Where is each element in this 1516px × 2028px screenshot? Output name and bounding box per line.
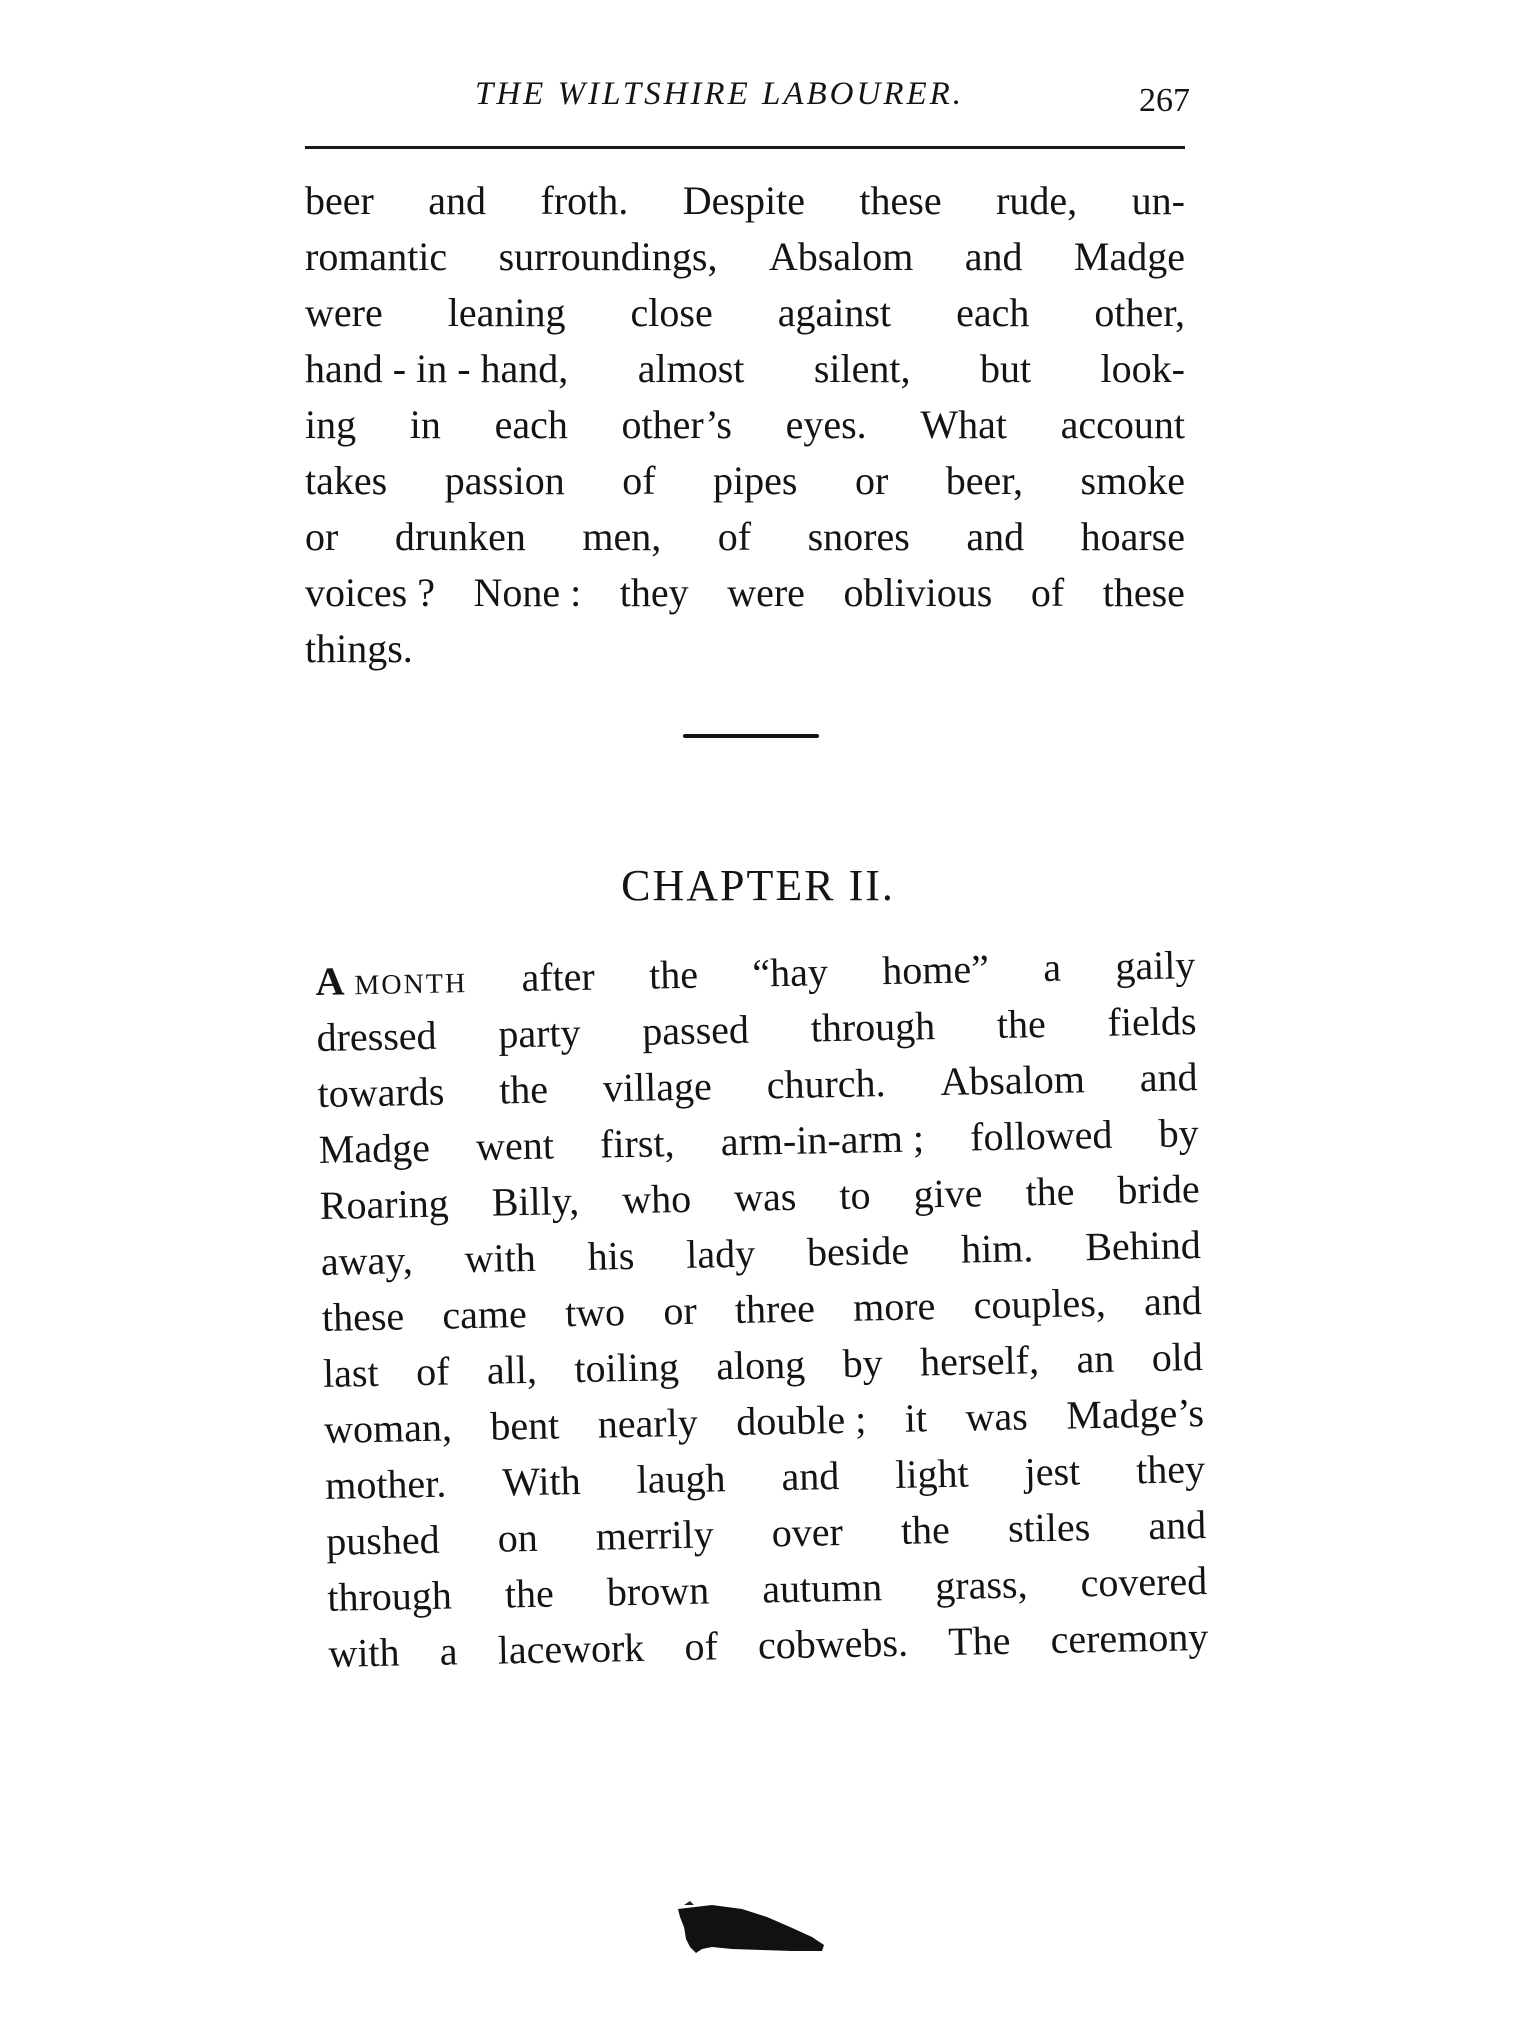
word: went (475, 1122, 555, 1169)
header-rule (305, 146, 1185, 149)
page-number: 267 (1139, 82, 1190, 119)
word: these (1102, 570, 1185, 615)
word: ceremony (1050, 1613, 1209, 1663)
word: of (622, 458, 656, 503)
word: Despite (682, 178, 805, 223)
word: laugh (636, 1455, 726, 1502)
word: beer (305, 178, 374, 223)
chapter-heading: CHAPTER II. (621, 861, 895, 910)
word: un- (1131, 178, 1185, 223)
word: with (327, 1629, 400, 1676)
word: double ; (735, 1396, 867, 1444)
word: Madge’s (1065, 1390, 1205, 1438)
word: of (684, 1623, 719, 1670)
word: Madge (318, 1124, 431, 1172)
chapter-opening-paragraph (315, 937, 1209, 1682)
word: an (1075, 1335, 1115, 1382)
word: each (494, 402, 568, 447)
word: give (913, 1170, 983, 1217)
word: and (1143, 1278, 1203, 1325)
word: passed (641, 1006, 750, 1054)
word: were (305, 290, 383, 335)
word: the (498, 1066, 549, 1113)
word: men, (582, 514, 662, 559)
running-title: THE WILTSHIRE LABOURER. (475, 76, 965, 112)
text-line (305, 453, 1185, 509)
word: takes (305, 458, 388, 503)
word: more (852, 1283, 936, 1330)
word: other’s (621, 402, 732, 447)
word: stiles (1007, 1504, 1091, 1551)
word: over (771, 1508, 844, 1556)
word: pipes (713, 458, 798, 503)
word: look- (1100, 346, 1185, 391)
word: a (1042, 944, 1062, 991)
word: of (415, 1348, 450, 1395)
ink-smudge-mark (672, 1895, 832, 1955)
word: the (996, 1000, 1047, 1047)
word: toiling (573, 1344, 680, 1392)
word: jest (1024, 1448, 1081, 1495)
word: mother. (324, 1460, 447, 1508)
word: rude, (996, 178, 1078, 223)
word: woman, (323, 1404, 453, 1452)
word: and (1147, 1502, 1207, 1549)
opening-smallcaps: month (353, 956, 468, 1004)
word: with (464, 1234, 537, 1282)
word: lacework (497, 1624, 645, 1673)
word: or (854, 458, 889, 503)
word: against (777, 290, 892, 335)
word: surroundings, (498, 234, 718, 279)
word: two (564, 1289, 626, 1336)
word: cobwebs. (757, 1619, 909, 1668)
word: was (733, 1173, 797, 1220)
word: a (439, 1628, 458, 1674)
word: dressed (316, 1012, 437, 1060)
word: Absalom (768, 234, 914, 279)
word: each (956, 290, 1030, 335)
word: autumn (761, 1564, 883, 1612)
text-line (305, 397, 1185, 453)
word: things. (305, 626, 413, 671)
word: along (715, 1341, 806, 1389)
running-head (300, 68, 1190, 128)
word: on (497, 1514, 539, 1561)
paragraph-continued (305, 173, 1185, 677)
word: by (842, 1340, 884, 1386)
word: account (1060, 402, 1185, 447)
word: followed (969, 1111, 1113, 1160)
word: of (717, 514, 752, 559)
word: him. (960, 1225, 1034, 1272)
word: drunken (394, 514, 526, 559)
text-line (305, 173, 1185, 229)
text-line (305, 509, 1185, 565)
word: of (1030, 570, 1065, 615)
word: was (965, 1393, 1029, 1440)
word: hand - in - hand, (305, 346, 569, 391)
word: arm-in-arm ; (720, 1115, 925, 1165)
word: they (619, 570, 689, 615)
word: came (441, 1291, 528, 1338)
word: or (305, 514, 339, 559)
word: “hay (751, 949, 829, 996)
word: first, (599, 1120, 675, 1167)
word: it (904, 1395, 928, 1441)
word: through (810, 1003, 936, 1051)
word: and (964, 234, 1023, 279)
word: village (602, 1063, 713, 1111)
opening-words (315, 951, 468, 1010)
word: Absalom (939, 1056, 1086, 1105)
word: home” (881, 946, 990, 994)
word: couples, (973, 1279, 1107, 1328)
word: froth. (540, 178, 629, 223)
word: or (662, 1287, 698, 1334)
word: towards (317, 1068, 445, 1116)
word: pushed (325, 1516, 441, 1564)
word: away, (320, 1237, 414, 1284)
word: in (409, 402, 441, 447)
word: close (630, 290, 713, 335)
word: leaning (447, 290, 566, 335)
word: and (781, 1453, 840, 1500)
section-divider-rule (683, 734, 819, 738)
word: beside (806, 1227, 910, 1275)
word: other, (1094, 290, 1185, 335)
word: beer, (945, 458, 1024, 503)
word: light (894, 1450, 970, 1497)
word: these (321, 1293, 405, 1340)
word: nearly (597, 1399, 699, 1447)
word: through (326, 1572, 453, 1620)
word: were (727, 570, 805, 615)
word: silent, (813, 346, 911, 391)
word: Roaring (319, 1180, 450, 1228)
word: lady (685, 1230, 756, 1277)
word: herself, (919, 1337, 1040, 1385)
word: old (1151, 1334, 1204, 1381)
text-line (305, 565, 1185, 621)
word: oblivious (843, 570, 993, 615)
word: party (497, 1009, 581, 1057)
word: last (322, 1349, 380, 1396)
word: and (428, 178, 487, 223)
word: romantic (305, 234, 448, 279)
word: smoke (1080, 458, 1185, 503)
word: the (504, 1570, 555, 1617)
word: brown (606, 1567, 710, 1615)
word: three (734, 1285, 816, 1332)
opening-initial: A (315, 958, 345, 1004)
word: almost (637, 346, 745, 391)
word: Billy, (491, 1177, 580, 1225)
text-line (305, 229, 1185, 285)
word: The (947, 1617, 1011, 1664)
word: to (838, 1172, 871, 1218)
word: and (1139, 1054, 1198, 1101)
word: who (621, 1175, 692, 1223)
text-line (305, 285, 1185, 341)
word: voices ? (305, 570, 435, 615)
word: church. (766, 1060, 886, 1108)
word: the (1025, 1168, 1075, 1215)
word: bent (489, 1402, 560, 1449)
word: they (1135, 1446, 1206, 1493)
word: gaily (1114, 942, 1196, 989)
word: all, (486, 1346, 538, 1393)
word: Madge (1073, 234, 1185, 279)
word: bride (1116, 1166, 1201, 1213)
word: these (859, 178, 942, 223)
word: ing (305, 402, 357, 447)
word: and (966, 514, 1025, 559)
word: after (521, 953, 596, 1001)
word: grass, (934, 1561, 1028, 1609)
word: Behind (1084, 1222, 1202, 1270)
word: snores (807, 514, 910, 559)
word: passion (444, 458, 565, 503)
word: his (587, 1232, 635, 1279)
text-line (305, 341, 1185, 397)
text-line (305, 621, 1185, 677)
word: but (979, 346, 1032, 391)
word: covered (1080, 1557, 1208, 1606)
word: hoarse (1080, 514, 1185, 559)
word: merrily (595, 1511, 715, 1559)
word: by (1158, 1110, 1199, 1156)
word: What (920, 402, 1007, 447)
word: With (501, 1458, 582, 1505)
word: the (648, 951, 699, 998)
word: None : (473, 570, 582, 615)
word: eyes. (785, 402, 867, 447)
word: the (900, 1506, 951, 1553)
word: fields (1107, 998, 1197, 1045)
